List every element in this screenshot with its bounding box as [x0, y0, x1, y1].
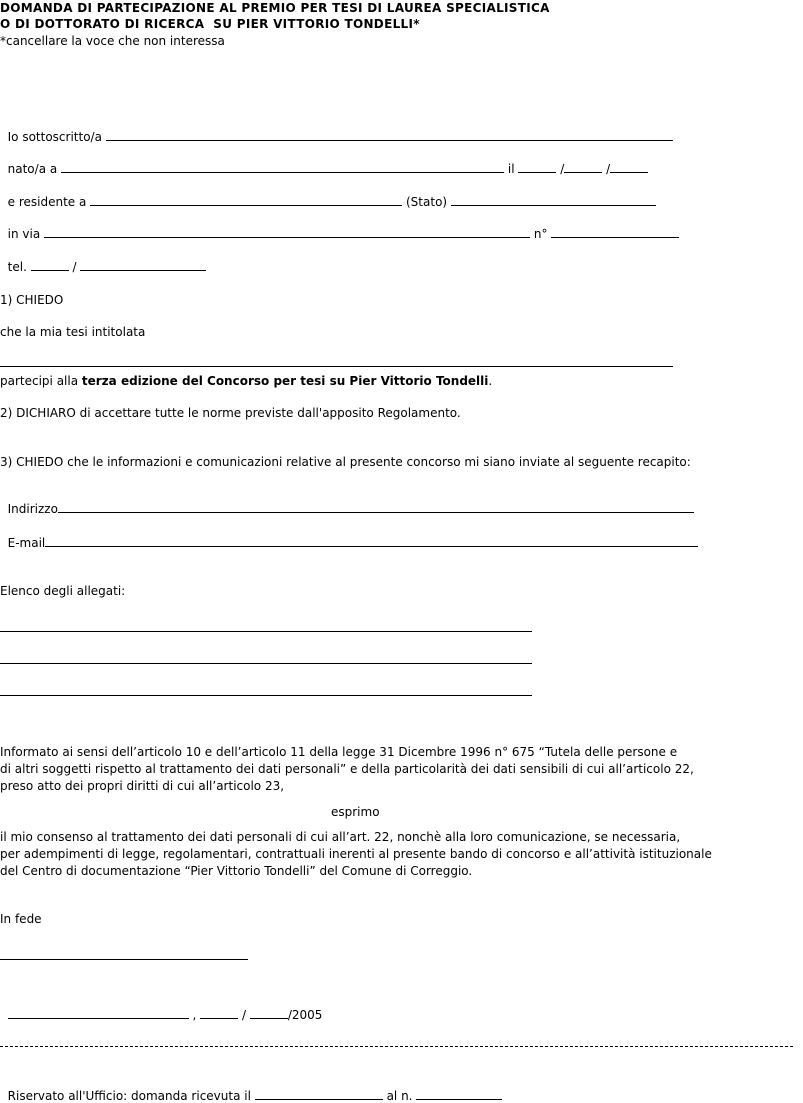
- thesis-intro: che la mia tesi intitolata: [0, 325, 146, 339]
- signature-label: In fede: [0, 912, 42, 926]
- phone-row: [0, 245, 206, 274]
- street-label: in via: [7, 227, 41, 241]
- phone-prefix-field[interactable]: [31, 259, 69, 271]
- consent-text-line-3: del Centro di documentazione “Pier Vittorio Tondelli” del Comune di Correggio.: [0, 864, 473, 878]
- privacy-text-line-1: Informato ai sensi dell’articolo 10 e dell’articolo 11 della legge 31 Dicembre 1996 n° 675 “Tutela delle persone e: [0, 745, 678, 759]
- signature-field[interactable]: [0, 959, 248, 960]
- attachment-field-2[interactable]: [0, 663, 532, 664]
- name-row: [0, 115, 673, 144]
- date-separator: /: [606, 162, 611, 176]
- phone-label: tel.: [7, 260, 27, 274]
- month-field[interactable]: [250, 1007, 288, 1019]
- address-row: [0, 487, 694, 516]
- contest-name: terza edizione del Concorso per tesi su Pier Vittorio Tondelli: [81, 374, 489, 388]
- privacy-text-line-2: di altri soggetti rispetto al trattamento dei dati personali” e della particolarità dei dati sensibili di cui all’articolo 22,: [0, 762, 694, 776]
- phone-separator: /: [72, 260, 77, 274]
- attachment-field-3[interactable]: [0, 695, 532, 696]
- name-field[interactable]: [106, 129, 673, 141]
- place-date-row: [0, 993, 322, 1022]
- consent-text-line-2: per adempimenti di legge, regolamentari, contrattuali inerenti al presente bando di concorso e all’attività istituzionale: [0, 847, 712, 861]
- received-date-field[interactable]: [255, 1088, 383, 1100]
- attachment-field-1[interactable]: [0, 631, 532, 632]
- privacy-text-line-3: preso atto dei propri diritti di cui all’articolo 23,: [0, 779, 285, 793]
- day-field[interactable]: [200, 1007, 238, 1019]
- contact-request: 3) CHIEDO che le informazioni e comunicazioni relative al presente concorso mi siano inviate al seguente recapito:: [0, 455, 691, 469]
- protocol-number-field[interactable]: [416, 1088, 502, 1100]
- title-footnote: *cancellare la voce che non interessa: [0, 34, 225, 48]
- residence-label: e residente a: [7, 195, 87, 209]
- name-label: Io sottoscritto/a: [7, 130, 102, 144]
- birth-year-field[interactable]: [610, 161, 648, 173]
- phone-number-field[interactable]: [80, 259, 206, 271]
- office-divider: [0, 1046, 793, 1047]
- address-label: Indirizzo: [7, 502, 58, 516]
- birth-month-field[interactable]: [564, 161, 602, 173]
- residence-row: [0, 180, 656, 209]
- email-field[interactable]: [45, 535, 698, 547]
- date-separator: /: [560, 162, 565, 176]
- birthplace-label: nato/a a: [7, 162, 58, 176]
- residence-field[interactable]: [90, 194, 402, 206]
- form-title-line-1: DOMANDA DI PARTECIPAZIONE AL PREMIO PER TESI DI LAUREA SPECIALISTICA: [0, 1, 550, 15]
- address-field[interactable]: [58, 501, 694, 513]
- declaration: 2) DICHIARO di accettare tutte le norme previste dall'apposito Regolamento.: [0, 406, 461, 420]
- street-row: [0, 212, 679, 241]
- birth-day-field[interactable]: [518, 161, 556, 173]
- thesis-title-field[interactable]: [0, 366, 673, 367]
- street-field[interactable]: [44, 226, 530, 238]
- birth-row: [0, 147, 648, 176]
- participation-statement: partecipi alla terza edizione del Concorso per tesi su Pier Vittorio Tondelli.: [0, 374, 493, 388]
- email-row: [0, 521, 698, 550]
- date-separator: /: [241, 1008, 246, 1022]
- place-date-separator: ,: [192, 1008, 197, 1022]
- state-label: (Stato): [406, 195, 448, 209]
- birthdate-label: il: [507, 162, 515, 176]
- year-label: /2005: [287, 1008, 323, 1022]
- street-number-field[interactable]: [551, 226, 679, 238]
- express-consent: esprimo: [331, 805, 380, 819]
- consent-text-line-1: il mio consenso al trattamento dei dati personali di cui all’art. 22, nonchè alla loro comunicazione, se necessaria,: [0, 830, 681, 844]
- office-received-label: Riservato all'Ufficio: domanda ricevuta il: [7, 1089, 251, 1103]
- place-field[interactable]: [8, 1007, 189, 1019]
- birthplace-field[interactable]: [61, 161, 504, 173]
- street-number-label: n°: [533, 227, 548, 241]
- protocol-number-label: al n.: [386, 1089, 413, 1103]
- email-label: E-mail: [7, 536, 46, 550]
- attachments-label: Elenco degli allegati:: [0, 584, 126, 598]
- state-field[interactable]: [451, 194, 656, 206]
- request-heading: 1) CHIEDO: [0, 293, 64, 307]
- form-title-line-2: O DI DOTTORATO DI RICERCA SU PIER VITTORIO TONDELLI*: [0, 17, 420, 31]
